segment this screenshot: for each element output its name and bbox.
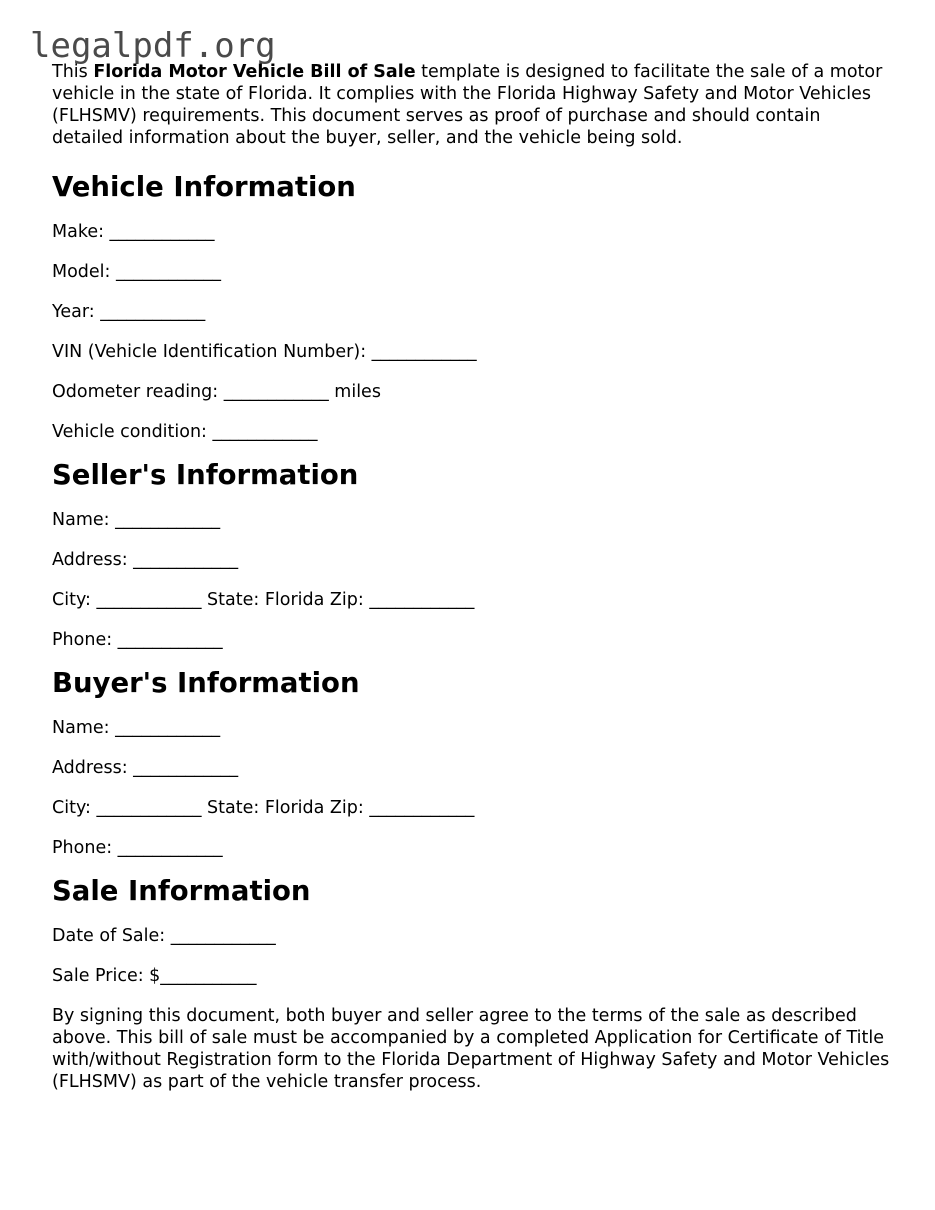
sale-section-heading: Sale Information bbox=[52, 875, 311, 907]
intro-paragraph bbox=[52, 61, 892, 149]
seller-section-heading: Seller's Information bbox=[52, 459, 359, 491]
sale-price-field: Sale Price: $___________ bbox=[52, 966, 257, 986]
document-body bbox=[52, 61, 892, 1093]
buyer-phone-field: Phone: ____________ bbox=[52, 838, 223, 858]
buyer-city-state-zip-field: City: ____________ State: Florida Zip: ____________ bbox=[52, 798, 475, 818]
closing-paragraph: By signing this document, both buyer and seller agree to the terms of the sale as described above. This bill of sale must be accompanied by a completed Application for Certificate of Title with/without Registration form to the Florida Department of Highway Safety and Motor Vehicles (FLHSMV) as part of the vehicle transfer process. bbox=[52, 1006, 890, 1092]
seller-city-state-zip-field: City: ____________ State: Florida Zip: ____________ bbox=[52, 590, 475, 610]
vehicle-year-field: Year: ____________ bbox=[52, 302, 206, 322]
seller-name-field: Name: ____________ bbox=[52, 510, 221, 530]
seller-phone-field: Phone: ____________ bbox=[52, 630, 223, 650]
vehicle-vin-field: VIN (Vehicle Identification Number): ____________ bbox=[52, 342, 477, 362]
vehicle-condition-field: Vehicle condition: ____________ bbox=[52, 422, 318, 442]
seller-address-field: Address: ____________ bbox=[52, 550, 239, 570]
vehicle-model-field: Model: ____________ bbox=[52, 262, 222, 282]
intro-text-pre: This bbox=[52, 62, 94, 82]
buyer-address-field: Address: ____________ bbox=[52, 758, 239, 778]
vehicle-odometer-field: Odometer reading: ____________ miles bbox=[52, 382, 381, 402]
sale-date-field: Date of Sale: ____________ bbox=[52, 926, 276, 946]
vehicle-section-heading: Vehicle Information bbox=[52, 171, 356, 203]
intro-document-title: Florida Motor Vehicle Bill of Sale bbox=[93, 62, 416, 82]
intro-text-post: template is designed to facilitate the sale of a motor vehicle in the state of Florida. It complies with the Florida Highway Safety and Motor Vehicles (FLHSMV) requirements. This document serves as proof of purchase and should contain detailed information about the buyer, seller, and the vehicle being sold. bbox=[52, 62, 883, 148]
buyer-name-field: Name: ____________ bbox=[52, 718, 221, 738]
buyer-section-heading: Buyer's Information bbox=[52, 667, 360, 699]
watermark-logo: legalpdf.org bbox=[30, 26, 276, 66]
vehicle-make-field: Make: ____________ bbox=[52, 222, 215, 242]
